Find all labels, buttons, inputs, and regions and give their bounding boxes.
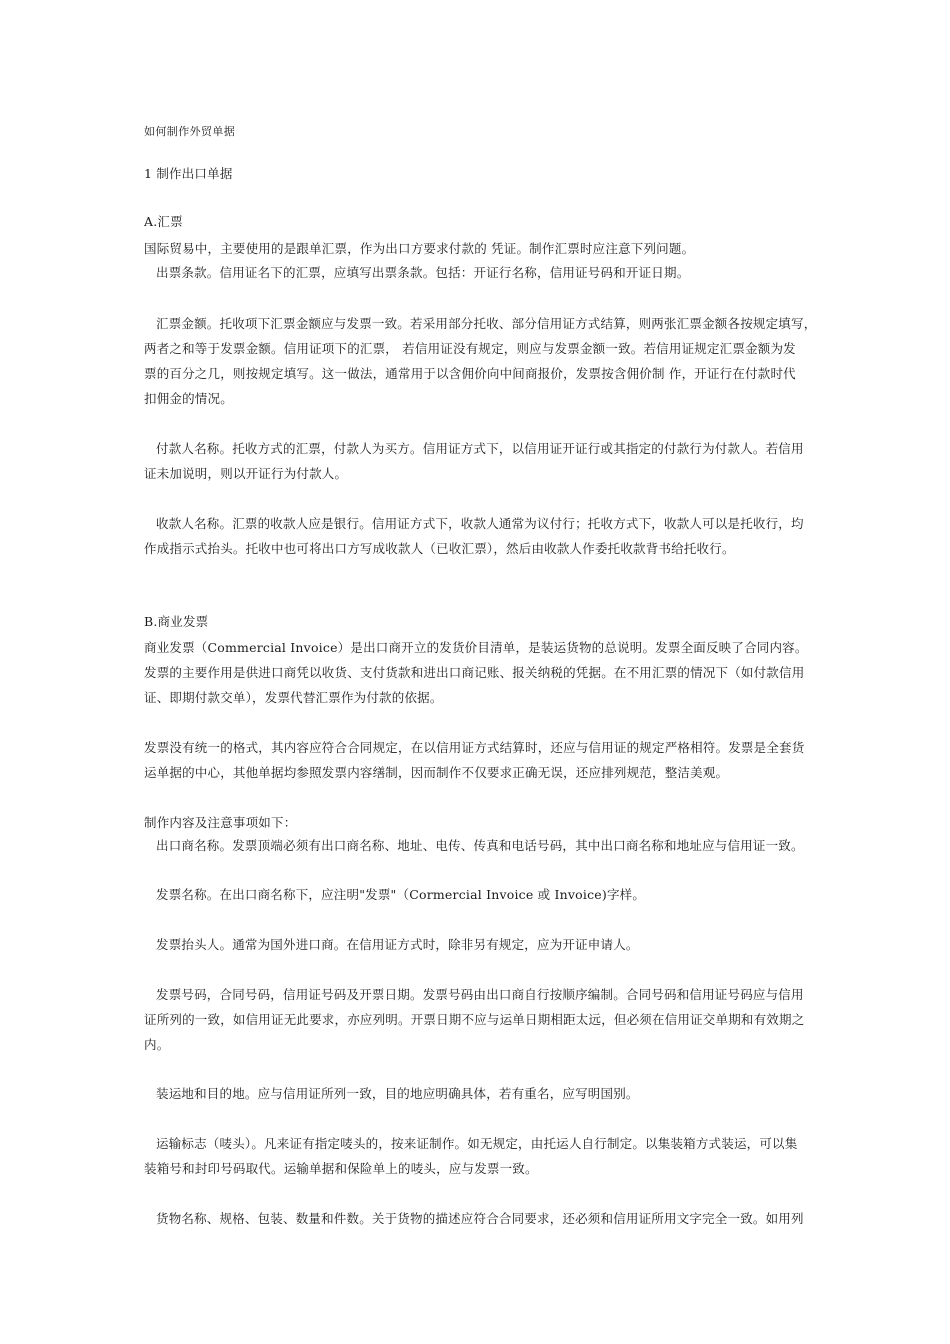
section-1-heading: 1 制作出口单据 bbox=[144, 166, 233, 181]
section-a-paragraph-2-line-4: 扣佣金的情况。 bbox=[144, 391, 233, 406]
note-6-line-1: 运输标志（唛头）。凡来证有指定唛头的，按来证制作。如无规定，由托运人自行制定。以集装箱方式装运，可以集 bbox=[156, 1136, 798, 1151]
section-b-intro-line-2: 发票的主要作用是供进口商凭以收货、支付货款和进出口商记账、报关纳税的凭据。在不用汇票的情况下（如付款信用 bbox=[144, 665, 805, 680]
section-a-heading: A.汇票 bbox=[144, 214, 183, 229]
section-b-paragraph-1-line-1: 发票没有统一的格式，其内容应符合合同规定，在以信用证方式结算时，还应与信用证的规定严格相符。发票是全套货 bbox=[144, 740, 805, 755]
section-a-paragraph-2-line-2: 两者之和等于发票金额。信用证项下的汇票， 若信用证没有规定，则应与发票金额一致。若信用证规定汇票金额为发 bbox=[144, 341, 796, 356]
section-a-paragraph-2-line-1: 汇票金额。托收项下汇票金额应与发票一致。若采用部分托收、部分信用证方式结算，则两张汇票金额各按规定填写， bbox=[156, 316, 817, 331]
section-a-paragraph-3-line-2: 证未加说明，则以开证行为付款人。 bbox=[144, 466, 348, 481]
note-4-line-1: 发票号码，合同号码，信用证号码及开票日期。发票号码由出口商自行按顺序编制。合同号码和信用证号码应与信用 bbox=[156, 987, 804, 1002]
note-6-line-2: 装箱号和封印号码取代。运输单据和保险单上的唛头，应与发票一致。 bbox=[144, 1161, 538, 1176]
section-b-paragraph-1-line-2: 运单据的中心，其他单据均参照发票内容缮制，因而制作不仅要求正确无误，还应排列规范，整洁美观。 bbox=[144, 765, 729, 780]
section-a-paragraph-1: 出票条款。信用证名下的汇票，应填写出票条款。包括：开证行名称，信用证号码和开证日期。 bbox=[156, 265, 690, 280]
section-a-paragraph-2-line-3: 票的百分之几，则按规定填写。这一做法，通常用于以含佣价向中间商报价，发票按含佣价制 作，开证行在付款时代 bbox=[144, 366, 796, 381]
section-a-paragraph-3-line-1: 付款人名称。托收方式的汇票，付款人为买方。信用证方式下，以信用证开证行或其指定的付款行为付款人。若信用 bbox=[156, 441, 804, 456]
section-a-paragraph-4-line-1: 收款人名称。汇票的收款人应是银行。信用证方式下，收款人通常为议付行；托收方式下，收款人可以是托收行，均 bbox=[156, 516, 804, 531]
note-3: 发票抬头人。通常为国外进口商。在信用证方式时，除非另有规定，应为开证申请人。 bbox=[156, 937, 639, 952]
note-5: 装运地和目的地。应与信用证所列一致，目的地应明确具体，若有重名，应写明国别。 bbox=[156, 1086, 639, 1101]
document-title: 如何制作外贸单据 bbox=[144, 125, 236, 138]
note-4-line-2: 证所列的一致，如信用证无此要求，亦应列明。开票日期不应与运单日期相距太远，但必须在信用证交单期和有效期之 bbox=[144, 1012, 805, 1027]
note-2: 发票名称。在出口商名称下，应注明"发票"（Cormercial Invoice 或 Invoice)字样。 bbox=[156, 887, 646, 902]
note-7-line-1: 货物名称、规格、包装、数量和件数。关于货物的描述应符合合同要求，还必须和信用证所用文字完全一致。如用列 bbox=[156, 1211, 804, 1226]
note-1: 出口商名称。发票顶端必须有出口商名称、地址、电传、传真和电话号码，其中出口商名称和地址应与信用证一致。 bbox=[156, 838, 804, 853]
section-a-paragraph-4-line-2: 作成指示式抬头。托收中也可将出口方写成收款人（已收汇票），然后由收款人作委托收款背书给托收行。 bbox=[144, 541, 735, 556]
section-b-notes-heading: 制作内容及注意事项如下： bbox=[144, 815, 297, 830]
note-4-line-3: 内。 bbox=[144, 1037, 170, 1052]
section-b-intro-line-1: 商业发票（Commercial Invoice）是出口商开立的发货价目清单，是装运货物的总说明。发票全面反映了合同内容。 bbox=[144, 640, 808, 655]
section-a-intro: 国际贸易中，主要使用的是跟单汇票，作为出口方要求付款的 凭证。制作汇票时应注意下列问题。 bbox=[144, 241, 695, 256]
section-b-heading: B.商业发票 bbox=[144, 614, 209, 629]
section-b-intro-line-3: 证、即期付款交单），发票代替汇票作为付款的依据。 bbox=[144, 690, 443, 705]
